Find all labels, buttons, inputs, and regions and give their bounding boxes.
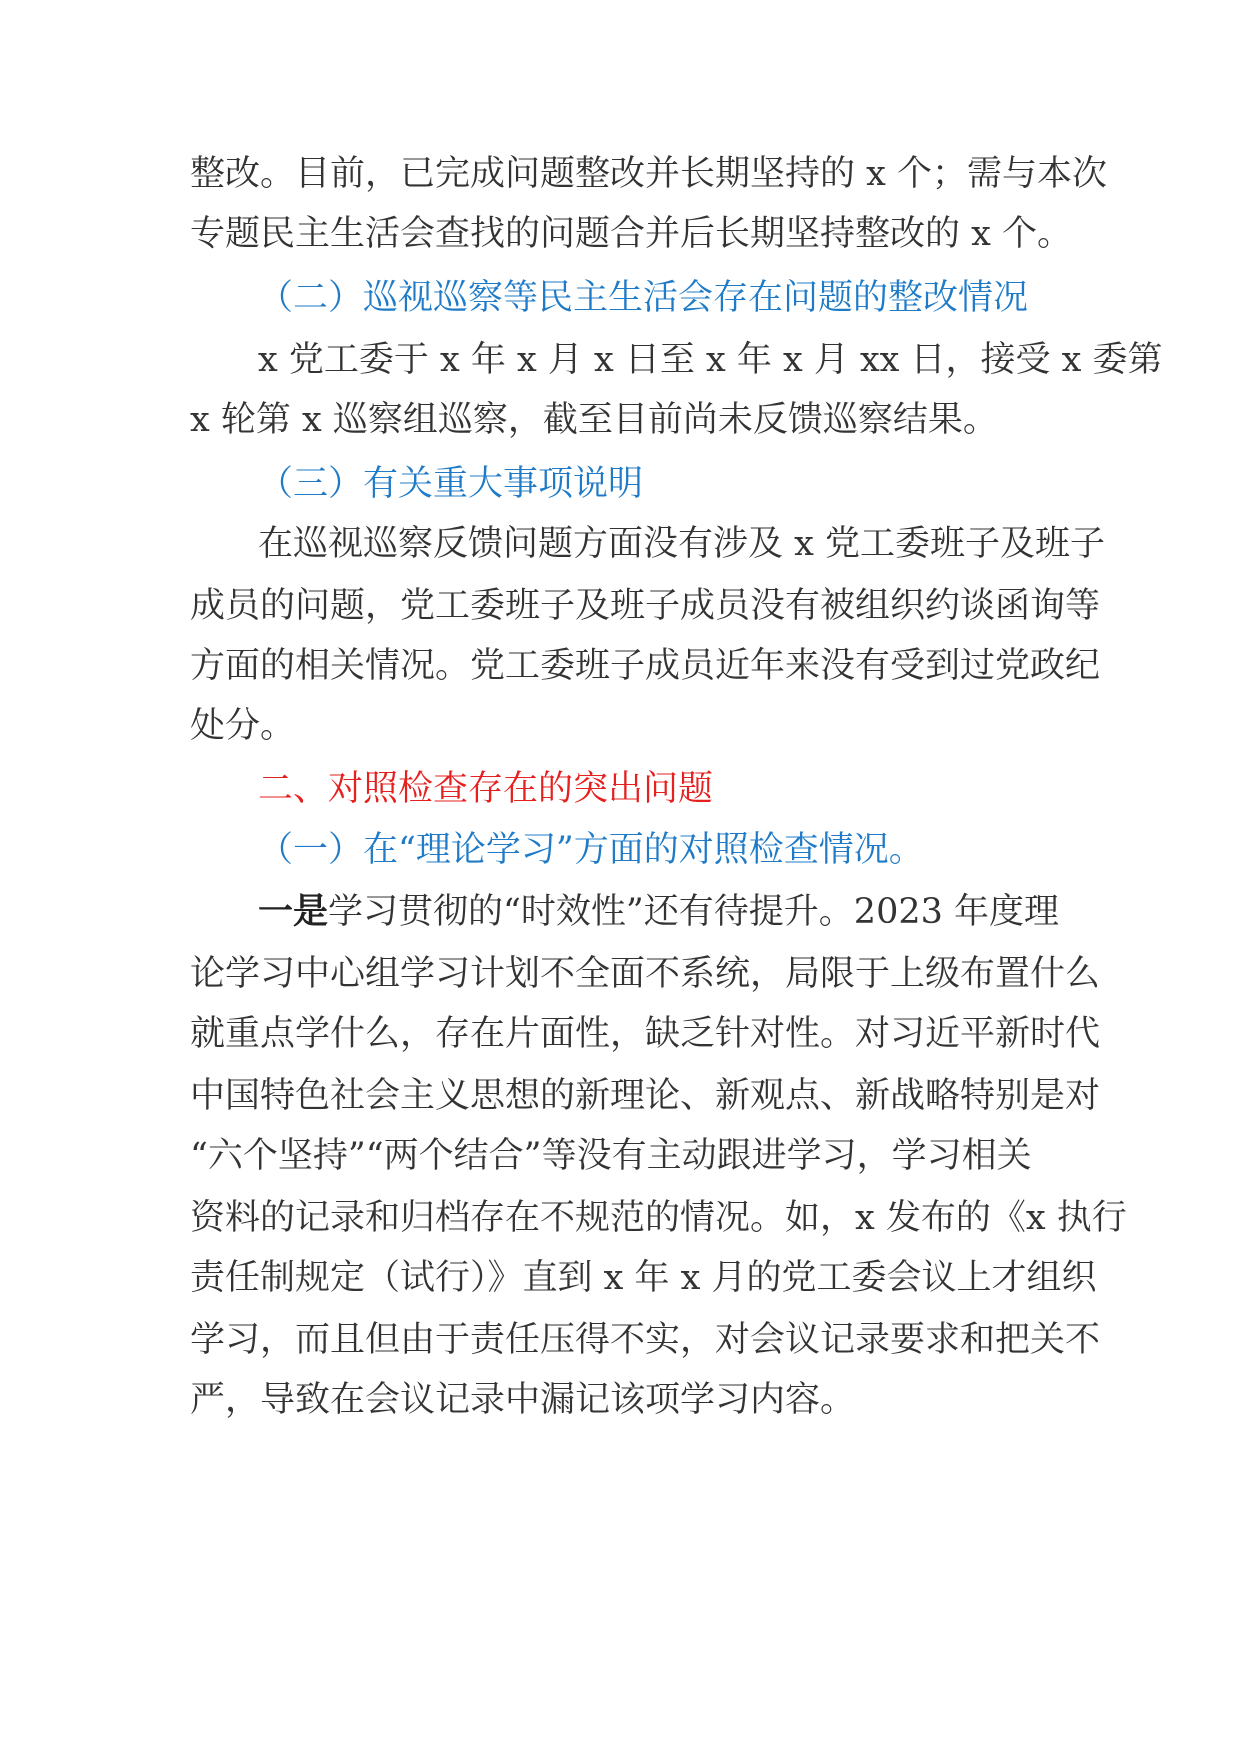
paragraph-line: 论学习中心组学习计划不全面不系统，局限于上级布置什么 bbox=[190, 954, 1101, 994]
paragraph-line: 专题民主生活会查找的问题合并后长期坚持整改的 x 个。 bbox=[190, 214, 1072, 254]
paragraph-line: x 党工委于 x 年 x 月 x 日至 x 年 x 月 xx 日，接受 x 委第 bbox=[258, 340, 1163, 380]
paragraph-line: 就重点学什么，存在片面性，缺乏针对性。对习近平新时代 bbox=[190, 1014, 1101, 1054]
paragraph-line-text: 学习贯彻的“时效性”还有待提升。2023 年度理 bbox=[328, 892, 1060, 932]
paragraph-line bbox=[258, 888, 1118, 936]
paragraph-line: 在巡视巡察反馈问题方面没有涉及 x 党工委班子及班子 bbox=[258, 524, 1105, 564]
paragraph-line: x 轮第 x 巡察组巡察，截至目前尚未反馈巡察结果。 bbox=[190, 400, 998, 440]
paragraph-line: 中国特色社会主义思想的新理论、新观点、新战略特别是对 bbox=[190, 1076, 1101, 1116]
subheading-2: （二）巡视巡察等民主生活会存在问题的整改情况 bbox=[258, 278, 1029, 318]
paragraph-line: 成员的问题，党工委班子及班子成员没有被组织约谈函询等 bbox=[190, 586, 1101, 626]
paragraph-line: 学习，而且但由于责任压得不实，对会议记录要求和把关不 bbox=[190, 1320, 1101, 1360]
subheading-3: （三）有关重大事项说明 bbox=[258, 464, 644, 504]
paragraph-line: 严，导致在会议记录中漏记该项学习内容。 bbox=[190, 1380, 856, 1420]
paragraph-line: 整改。目前，已完成问题整改并长期坚持的 x 个；需与本次 bbox=[190, 154, 1107, 194]
paragraph-line: 方面的相关情况。党工委班子成员近年来没有受到过党政纪 bbox=[190, 646, 1101, 686]
bold-lead: 一是 bbox=[258, 891, 329, 932]
paragraph-line: 处分。 bbox=[190, 706, 296, 746]
section-heading-2: 二、对照检查存在的突出问题 bbox=[258, 769, 714, 809]
subheading-1: （一）在“理论学习”方面的对照检查情况。 bbox=[258, 830, 924, 870]
paragraph-line: “六个坚持”“两个结合”等没有主动跟进学习，学习相关 bbox=[190, 1136, 1032, 1176]
paragraph-line: 责任制规定（试行）》直到 x 年 x 月的党工委会议上才组织 bbox=[190, 1258, 1097, 1298]
paragraph-line: 资料的记录和归档存在不规范的情况。如，x 发布的《x 执行 bbox=[190, 1198, 1127, 1238]
